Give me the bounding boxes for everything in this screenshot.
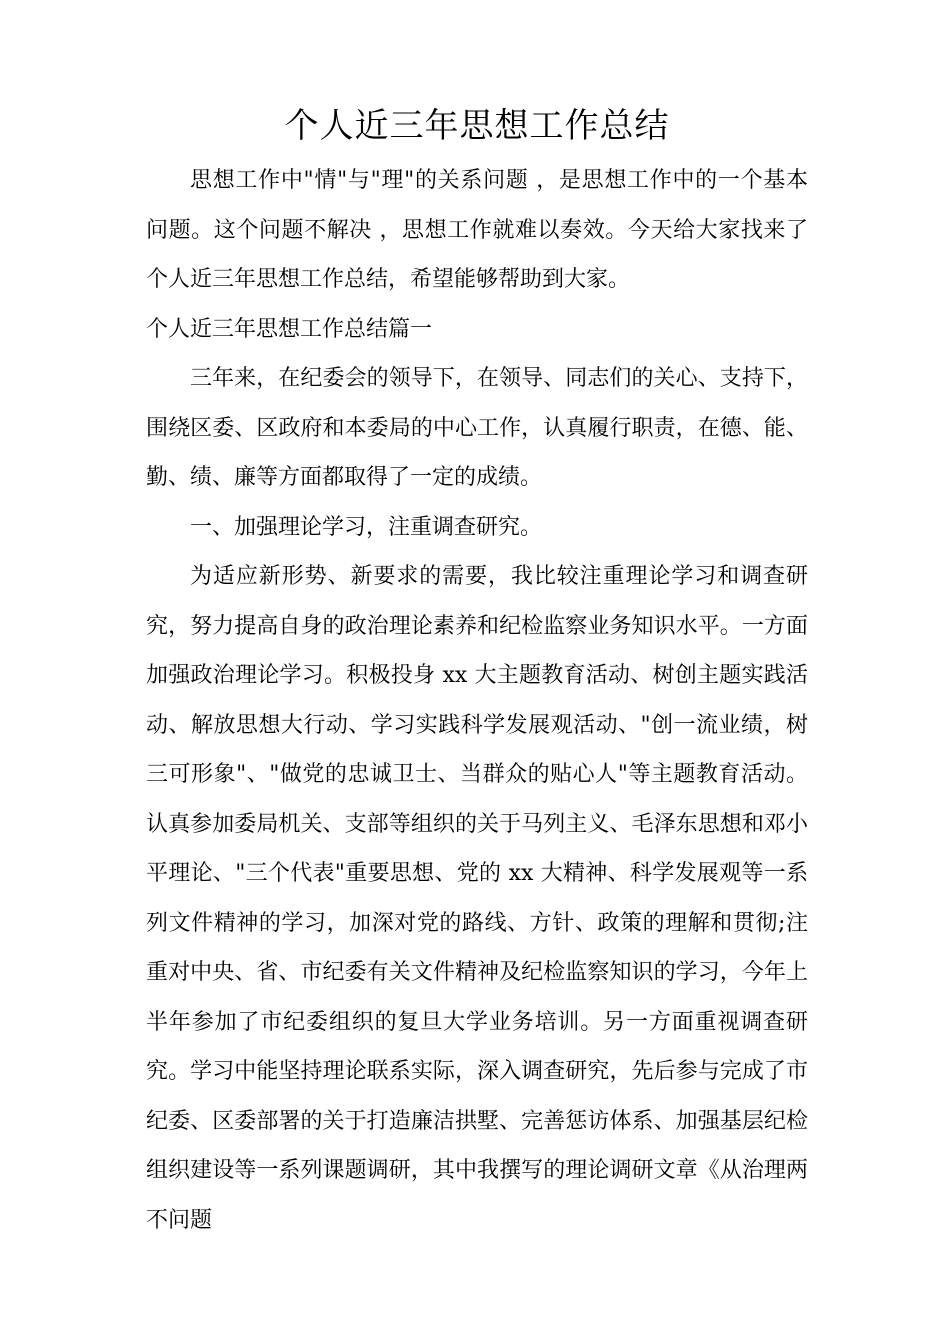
summary-paragraph: 三年来，在纪委会的领导下，在领导、同志们的关心、支持下，围绕区委、区政府和本委局的中心工作，认真履行职责，在德、能、勤、绩、廉等方面都取得了一定的成绩。 [146,366,808,490]
theory-study-paragraph: 为适应新形势、新要求的需要，我比较注重理论学习和调查研究，努力提高自身的政治理论素养和纪检监察业务知识水平。一方面加强政治理论学习。积极投身 xx 大主题教育活动、树创主题实践活动、解放思想大行动、学习实践科学发展观活动、"创一流业绩，树三可形象"、"做党的忠诚卫士、当群众的贴心人"等主题教育活动。认真参加委局机关、支部等组织的关于马列主义、毛泽东思想和邓小平理论、"三个代表"重要思想、党的 xx 大精神、科学发展观等一系列文件精神的学习，加深对党的路线、方针、政策的理解和贯彻;注重对中央、省、市纪委有关文件精神及纪检监察知识的学习，今年上半年参加了市纪委组织的复旦大学业务培训。另一方面重视调查研究。学习中能坚持理论联系实际，深入调查研究，先后参与完成了市纪委、区委部署的关于打造廉洁拱墅、完善惩访体系、加强基层纪检组织建设等一系列课题调研，其中我撰写的理论调研文章《从治理两不问题 [146,564,808,1233]
intro-paragraph: 思想工作中"情"与"理"的关系问题 ，是思想工作中的一个基本问题。这个问题不解决 ，思想工作就难以奏效。今天给大家找来了个人近三年思想工作总结，希望能够帮助到大家。 [146,168,808,292]
subheading-theory-study: 一、加强理论学习，注重调查研究。 [190,514,543,540]
section-heading-part-one: 个人近三年思想工作总结篇一 [146,316,433,342]
document-body [146,156,808,1245]
document-title: 个人近三年思想工作总结 [284,106,670,146]
